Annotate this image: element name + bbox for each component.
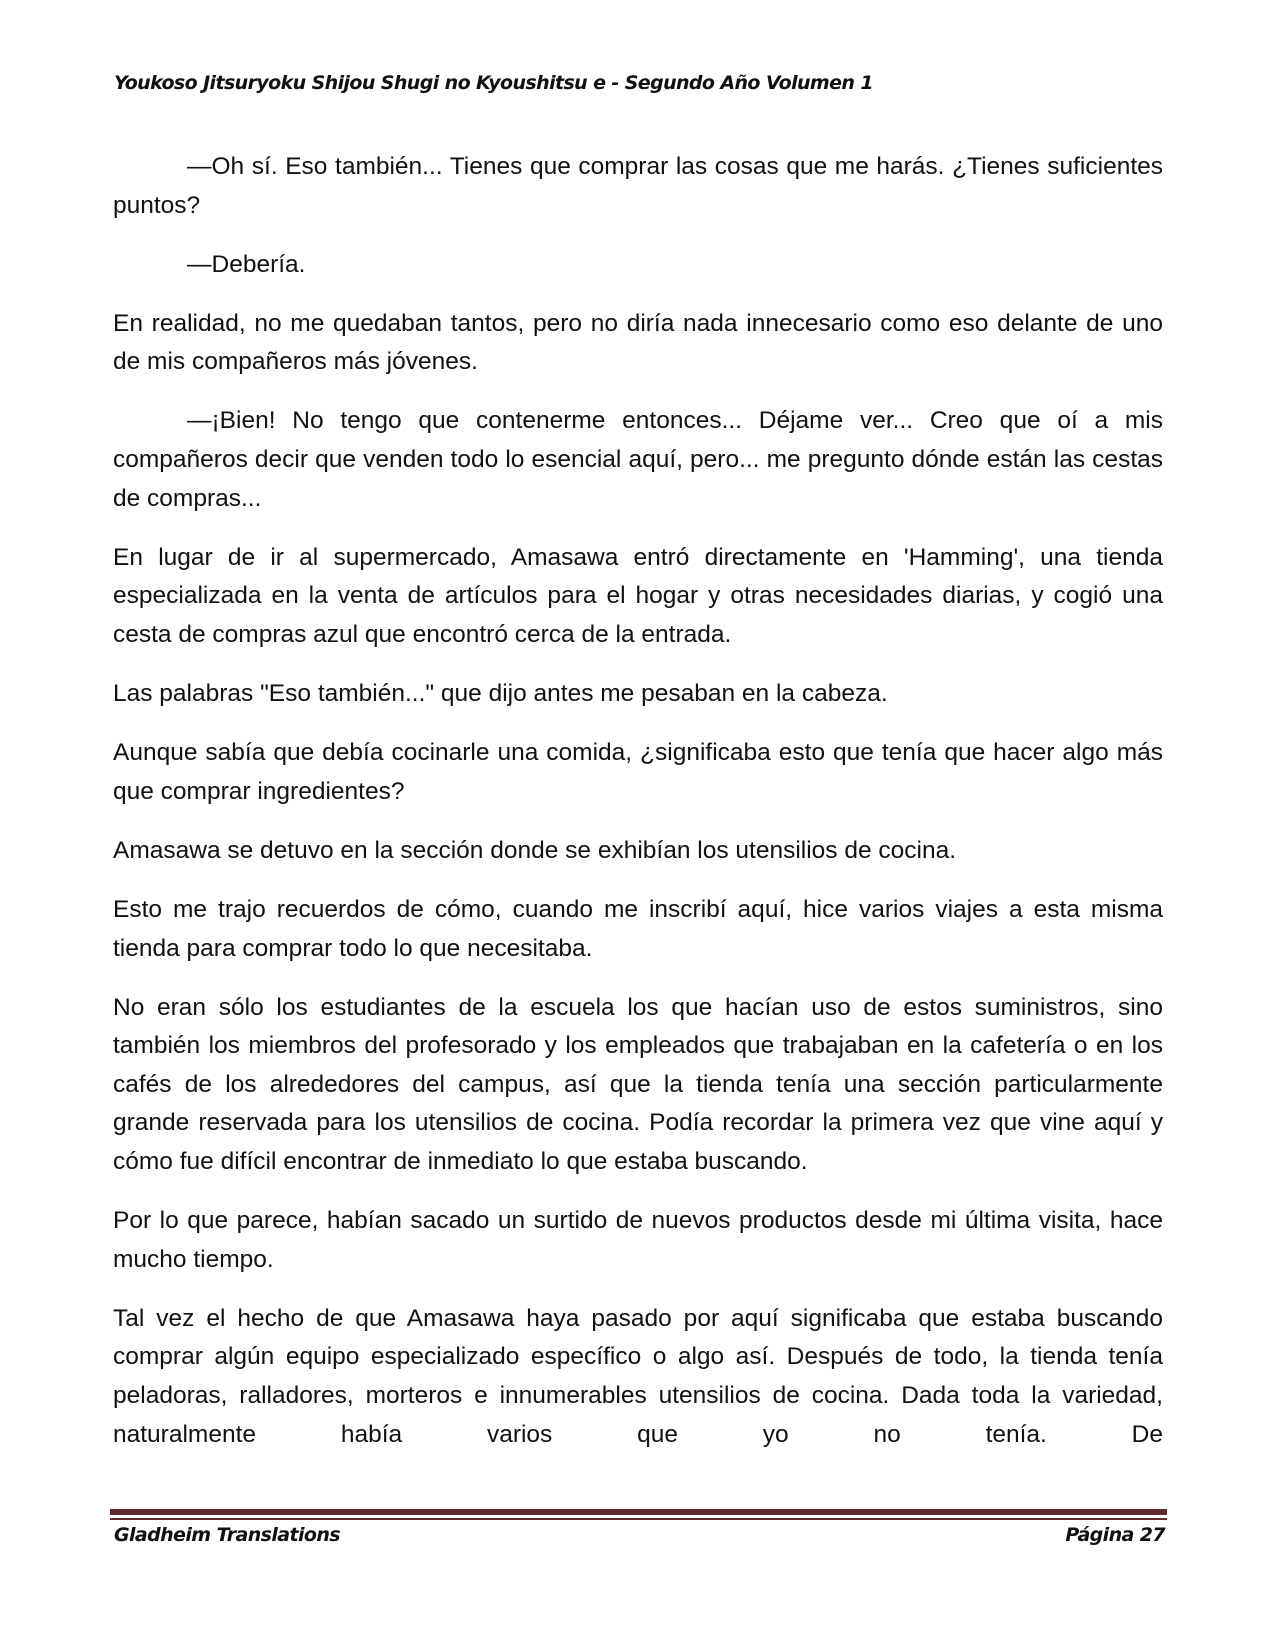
paragraph: Las palabras "Eso también..." que dijo antes me pesaban en la cabeza. <box>113 680 888 708</box>
paragraph: No eran sólo los estudiantes de la escuela los que hacían uso de estos suministros, sino también los miembros del profesorado y los empleados que trabajaban en la cafetería o en los cafés de los alrededores del campus, así que la tienda tenía una sección particularmente grande reservada para los utensilios de cocina. Podía recordar la primera vez que vine aquí y cómo fue difícil encontrar de inmediato lo que estaba buscando. <box>113 993 1163 1175</box>
paragraph: Aunque sabía que debía cocinarle una comida, ¿significaba esto que tenía que hacer algo más que comprar ingredientes? <box>113 739 1163 805</box>
paragraph: En lugar de ir al supermercado, Amasawa entró directamente en 'Hamming', una tienda especializada en la venta de artículos para el hogar y otras necesidades diarias, y cogió una cesta de compras azul que encontró cerca de la entrada. <box>113 543 1163 648</box>
paragraph: Amasawa se detuvo en la sección donde se exhibían los utensilios de cocina. <box>113 836 957 864</box>
footer-credit: Gladheim Translations <box>114 1524 340 1546</box>
running-header: Youkoso Jitsuryoku Shijou Shugi no Kyoushitsu e - Segundo Año Volumen 1 <box>114 72 873 94</box>
paragraph: Por lo que parece, habían sacado un surtido de nuevos productos desde mi última visita, hace mucho tiempo. <box>113 1207 1163 1273</box>
paragraph: En realidad, no me quedaban tantos, pero no diría nada innecesario como eso delante de uno de mis compañeros más jóvenes. <box>113 309 1163 376</box>
page-number: Página 27 <box>1065 1524 1165 1546</box>
paragraph: —¡Bien! No tengo que contenerme entonces... Déjame ver... Creo que oí a mis compañeros decir que venden todo lo esencial aquí, pero... me pregunto dónde están las cestas de compras... <box>113 407 1163 512</box>
footer-rule <box>110 1509 1167 1515</box>
page-body <box>113 148 1163 1475</box>
paragraph: —Oh sí. Eso también... Tienes que comprar las cosas que me harás. ¿Tienes suficientes puntos? <box>113 153 1163 219</box>
footer-rule-thin <box>110 1518 1167 1520</box>
paragraph: Esto me trajo recuerdos de cómo, cuando me inscribí aquí, hice varios viajes a esta misma tienda para comprar todo lo que necesitaba. <box>113 895 1163 962</box>
paragraph: Tal vez el hecho de que Amasawa haya pasado por aquí significaba que estaba buscando comprar algún equipo especializado específico o algo así. Después de todo, la tienda tenía peladoras, ralladores, morteros e innumerables utensilios de cocina. Dada toda la variedad, naturalmente había varios que yo no tenía. De <box>113 1304 1163 1448</box>
paragraph: —Debería. <box>187 250 306 278</box>
